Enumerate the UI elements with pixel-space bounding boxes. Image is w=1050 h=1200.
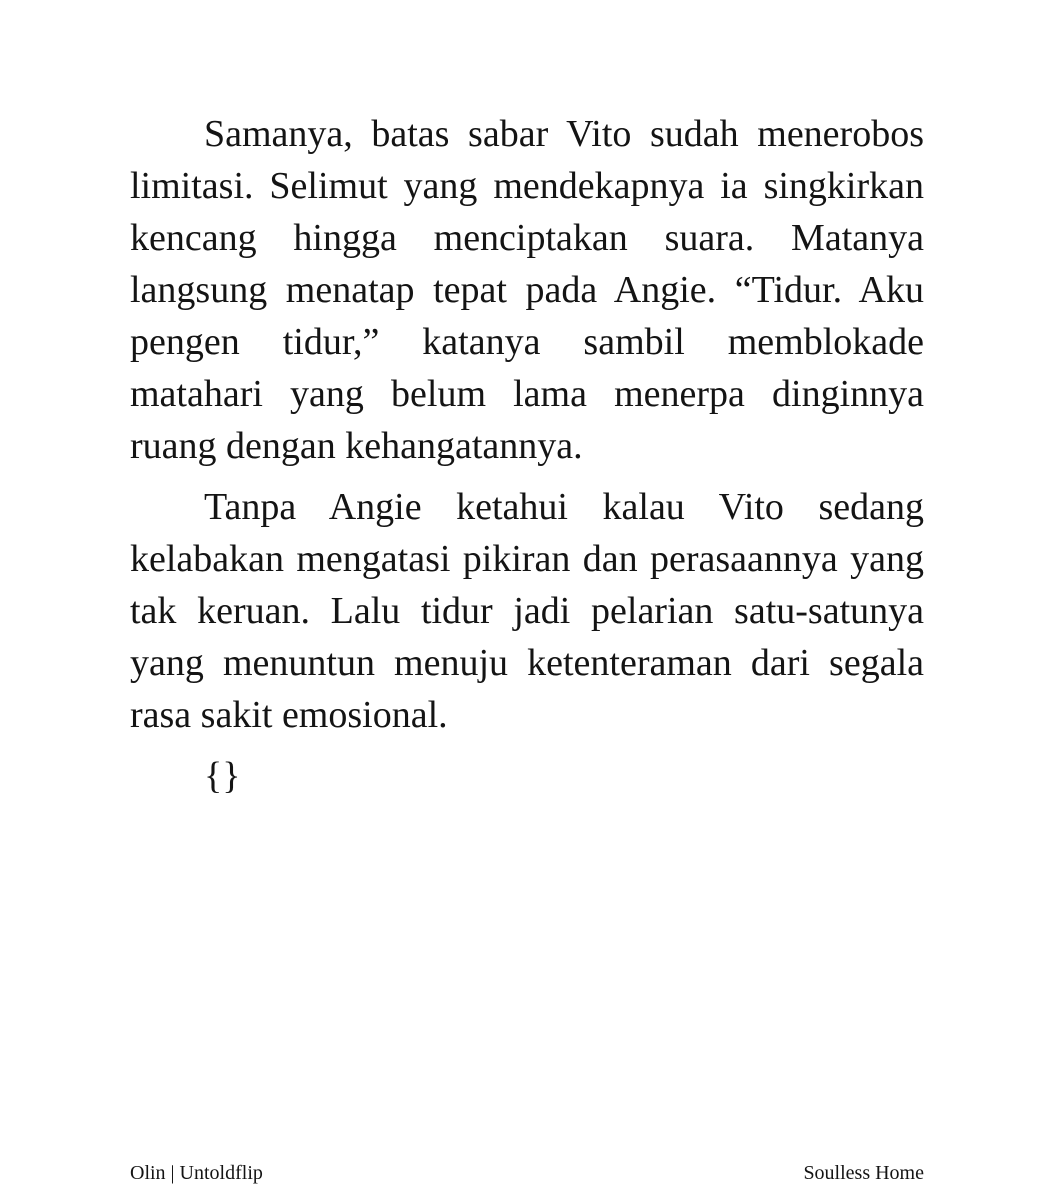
footer-author: Olin | Untoldflip bbox=[130, 1162, 263, 1184]
paragraph-1: Samanya, batas sabar Vito sudah menerobos limitasi. Selimut yang mendekapnya ia singkirkan kencang hingga menciptakan suara. Matanya langsung menatap tepat pada Angie. “Tidur. Aku pengen tidur,” katanya sambil memblokade matahari yang belum lama menerpa dinginnya ruang dengan kehangatannya. bbox=[130, 113, 924, 467]
footer-book-title: Soulless Home bbox=[803, 1162, 924, 1184]
page-footer bbox=[130, 1161, 924, 1185]
paragraph-2: Tanpa Angie ketahui kalau Vito sedang kelabakan mengatasi pikiran dan perasaannya yang tak keruan. Lalu tidur jadi pelarian satu-satunya yang menuntun menuju ketenteraman dari segala rasa sakit emosional. bbox=[130, 486, 924, 736]
scene-break: {} bbox=[204, 755, 241, 797]
page-body bbox=[130, 108, 924, 802]
